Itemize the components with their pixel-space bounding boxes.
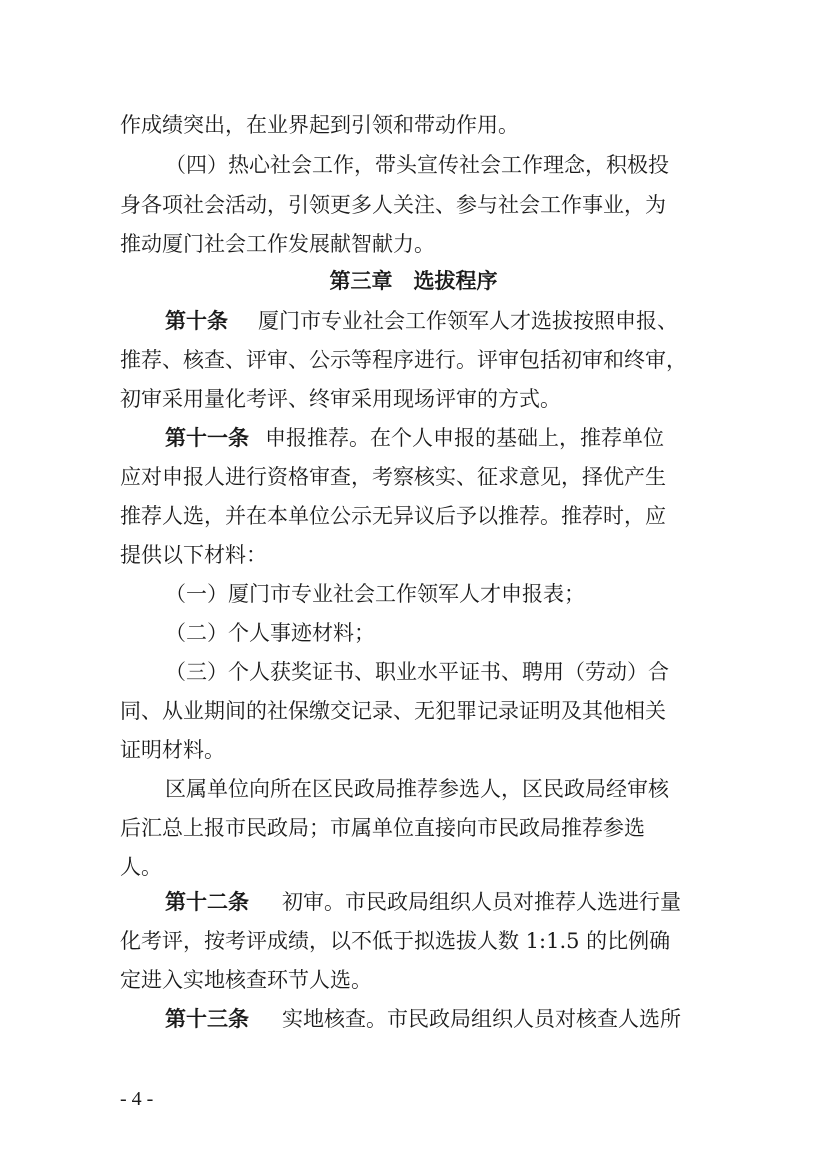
article-label: 第十一条 <box>165 425 249 450</box>
page-number: - 4 - <box>120 1088 154 1110</box>
chapter-title: 第三章 选拔程序 <box>329 268 498 293</box>
article-label: 第十三条 <box>165 1006 249 1031</box>
article-label: 第十二条 <box>165 889 249 914</box>
article-label: 第十条 <box>165 308 228 333</box>
document-page: 作成绩突出，在业界起到引领和带动作用。 （四）热心社会工作，带头宣传社会工作理念，积极投 身各项社会活动，引领更多人关注、参与社会工作事业，为 推动厦门社会工作发展献智献力。 第三章 选拔程序 第十条 厦门市专业社会工作领军人才选拔按照申报、 推荐、核查、评审、公示等程序进行。评审包括初审和终审， 初审采用量化考评、终审采用现场评审的方式。 第十一条 申报推荐。在个人申报的基础上，推荐单位 应对申报人进行资格审查，考察核实、征求意见，择优产生 推荐人选，并在本单位公示无异议后予以推荐。推荐时，应 提供以下材料： （一）厦门市专业社会工作领军人才申报表； （二）个人事迹材料； （三）个人获奖证书、职业水平证书、聘用（劳动）合 同、从业期间的社保缴交记录、无犯罪记录证明及其他相关 证明材料。 区属单位向所在区民政局推荐参选人，区民政局经审核 后汇总上报市民政局；市属单位直接向市民政局推荐参选 人。 第十二条 初审。市民政局组织人员对推荐人选进行量 化考评，按考评成绩，以不低于拟选拔人数 1:1.5 的比例确 定进入实地核查环节人选。 第十三条 实地核查。市民政局组织人员对核查人选所 - 4 - <box>0 0 827 1169</box>
